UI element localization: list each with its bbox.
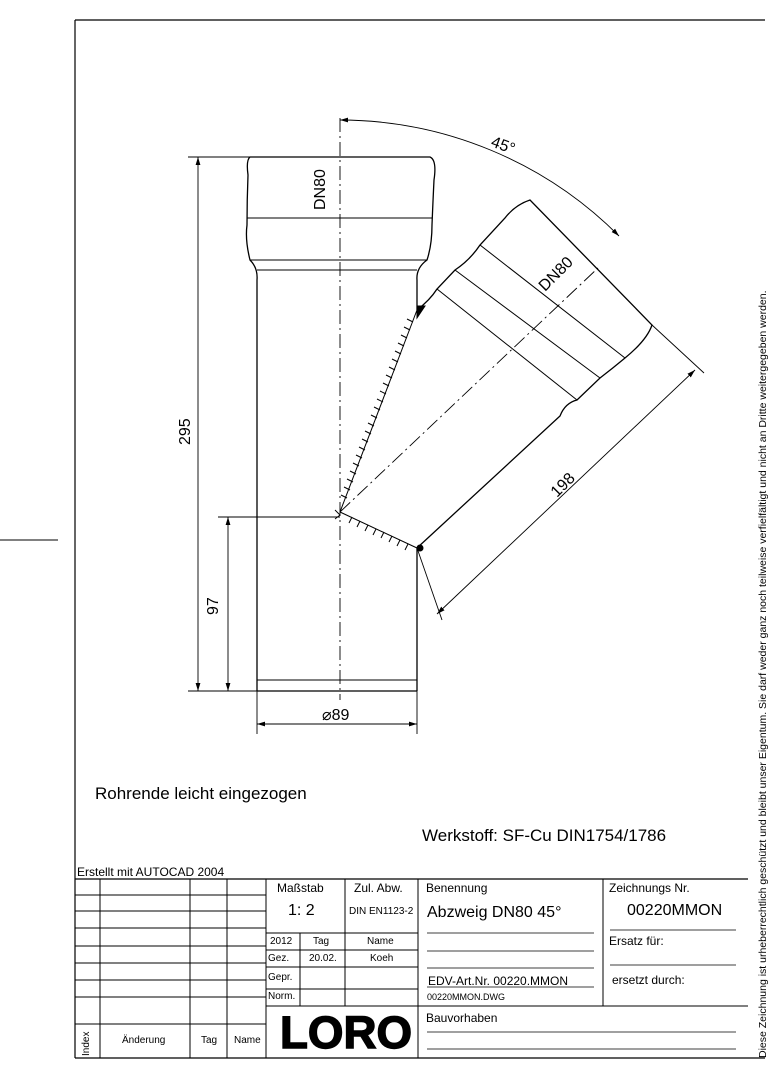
dimension-lines — [188, 120, 704, 734]
drawing-no-label: Zeichnungs Nr. — [609, 881, 690, 895]
norm-label: Norm. — [268, 991, 296, 1002]
dim-lower-height: 97 — [205, 597, 222, 615]
drawing-no-value: 00220MMON — [627, 902, 723, 919]
year-label: 2012 — [270, 936, 293, 947]
main-pipe — [246, 157, 434, 691]
scale-label: Maßstab — [277, 881, 324, 895]
dim-total-height: 295 — [177, 418, 194, 445]
revision-day-label: Tag — [201, 1035, 218, 1046]
angle-label: 45° — [488, 133, 518, 159]
tolerance-value: DIN EN1123-2 — [349, 906, 414, 917]
main-dn-label: DN80 — [312, 169, 329, 210]
created-with-note: Erstellt mit AUTOCAD 2004 — [77, 865, 225, 879]
replaced-by-label: ersetzt durch: — [612, 973, 685, 987]
revision-index-label: Index — [81, 1031, 92, 1056]
gez-date: 20.02. — [309, 953, 337, 964]
gepr-label: Gepr. — [268, 972, 293, 983]
revision-change-label: Änderung — [122, 1035, 166, 1046]
tolerance-label: Zul. Abw. — [354, 881, 403, 895]
dim-diameter: ⌀89 — [322, 707, 350, 724]
name-label: Benennung — [426, 881, 488, 895]
pipe-end-note: Rohrende leicht eingezogen — [95, 784, 307, 803]
gez-name: Koeh — [370, 953, 394, 964]
col-name-label: Name — [367, 936, 394, 947]
copyright-note: Diese Zeichnung ist urheberrechtlich geschützt und bleibt unser Eigentum. Sie darf weder ganz noch teilweise verfielfältigt und nicht an Dritte weitergegeben werden. — [757, 290, 769, 1058]
material-note: Werkstoff: SF-Cu DIN1754/1786 — [422, 826, 667, 845]
dwg-file: 00220MMON.DWG — [427, 992, 506, 1002]
col-tag-label: Tag — [313, 936, 330, 947]
dim-branch-length: 198 — [547, 469, 579, 501]
revision-name-label: Name — [234, 1035, 261, 1046]
name-value: Abzweig DN80 45° — [427, 904, 562, 921]
gez-label: Gez. — [268, 953, 290, 964]
article-no: EDV-Art.Nr. 00220.MMON — [428, 974, 569, 988]
scale-value: 1: 2 — [288, 902, 315, 919]
branch-dn-label: DN80 — [535, 253, 577, 295]
branch-pipe — [417, 200, 652, 548]
replacement-for-label: Ersatz für: — [609, 934, 664, 948]
weld-seam — [340, 306, 425, 551]
project-label: Bauvorhaben — [426, 1011, 498, 1025]
loro-logo: LORO — [280, 1007, 412, 1058]
